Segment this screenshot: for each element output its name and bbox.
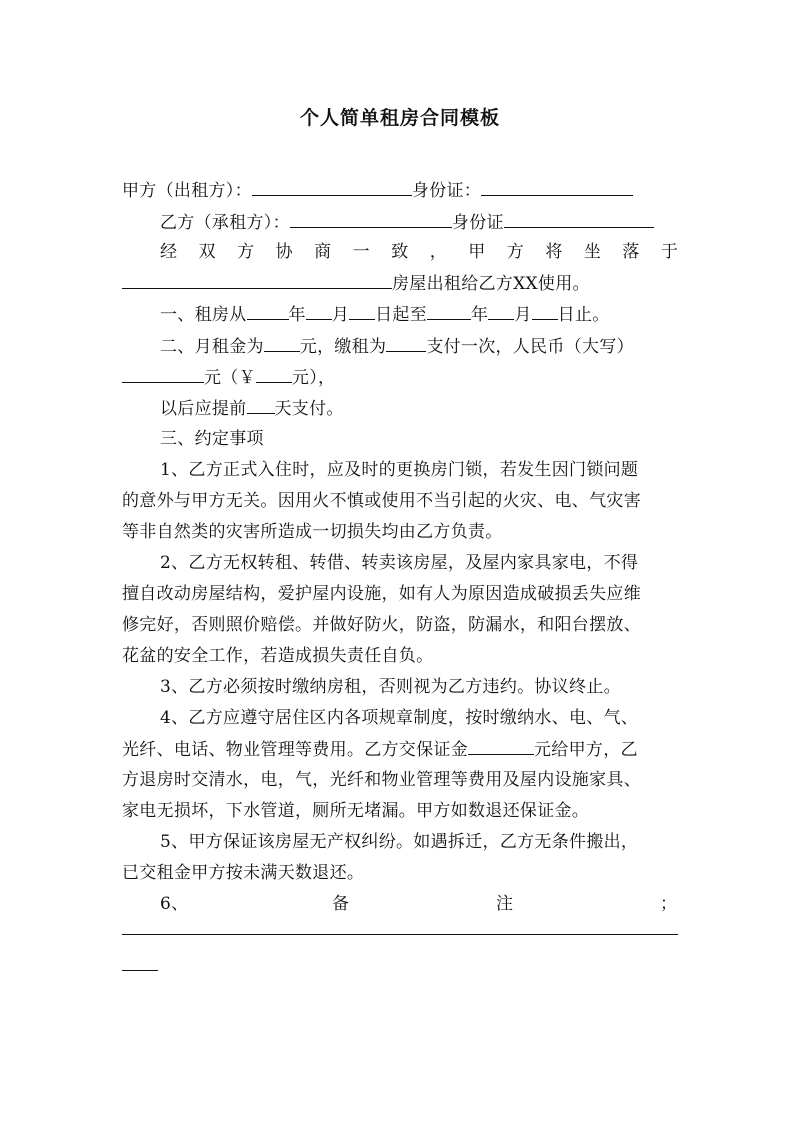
- intro-char: 双: [198, 242, 216, 262]
- rent-uppercase-label: 支付一次，人民币（大写）: [426, 337, 634, 357]
- advance-days-blank[interactable]: [247, 395, 275, 414]
- intro-char: 经: [160, 242, 177, 262]
- clause-2-line: 花盆的安全工作，若造成损失责任自负。: [122, 646, 434, 666]
- clause-4-text: 光纤、电话、物业管理等费用。乙方交保证金: [122, 740, 468, 760]
- remarks-end: ；: [660, 894, 678, 914]
- party-a-id-label: 身份证：: [411, 181, 482, 201]
- rent-cycle-blank[interactable]: [386, 333, 426, 352]
- intro-char: 方: [506, 242, 524, 262]
- document-title: 个人简单租房合同模板: [299, 107, 500, 129]
- advance-end: 天支付。: [274, 399, 344, 419]
- clause-5-line: 5、甲方保证该房屋无产权纠纷。如遇拆迁，乙方无条件搬出，: [160, 832, 639, 852]
- year-label: 年: [288, 305, 306, 325]
- term-end-label: 日止。: [557, 305, 610, 325]
- intro-char: 协: [275, 242, 293, 262]
- intro-suffix: 房屋出租给乙方XX使用。: [392, 274, 590, 294]
- remarks-number: 6、: [160, 894, 189, 914]
- term-label: 一、租房从: [160, 305, 247, 325]
- rent-cycle-label: 元，缴租为: [299, 337, 387, 357]
- remarks-char: 注: [496, 894, 514, 914]
- party-a-label: 甲方（出租方）：: [122, 181, 252, 201]
- rent-yen-end: 元），: [291, 368, 336, 388]
- clause-5-line: 已交租金甲方按未满天数退还。: [122, 863, 365, 883]
- party-b-id-blank[interactable]: [504, 209, 654, 228]
- intro-line: [160, 239, 678, 265]
- clause-4-line: 4、乙方应遵守居住区内各项规章制度，按时缴纳水、电、气、: [160, 708, 639, 728]
- intro-char: 致: [391, 242, 409, 262]
- remarks-blank-line-end[interactable]: [122, 970, 158, 971]
- clause-4-text: 元给甲方，乙: [534, 740, 638, 760]
- end-month-blank[interactable]: [488, 301, 514, 320]
- year-label: 年: [471, 305, 489, 325]
- party-b-line: [160, 209, 654, 235]
- term-to-label: 日起至: [375, 305, 428, 325]
- rent-yen-label: 元（￥: [204, 368, 256, 388]
- term-line: [160, 301, 610, 327]
- rent-yen-blank[interactable]: [256, 364, 292, 383]
- party-a-line: [122, 177, 633, 203]
- clause-2-line: 擅自改动房屋结构，爱护屋内设施，如有人为原因造成破损丢失应维: [122, 584, 641, 604]
- rent-amount-blank[interactable]: [264, 333, 300, 352]
- start-day-blank[interactable]: [349, 301, 375, 320]
- remarks-blank-line[interactable]: [122, 934, 678, 935]
- party-a-name-blank[interactable]: [252, 177, 412, 196]
- section-3-heading: 三、约定事项: [160, 429, 264, 449]
- clause-2-line: 修完好，否则照价赔偿。并做好防火，防盗，防漏水，和阳台摆放、: [122, 615, 641, 635]
- advance-line: [160, 395, 344, 421]
- intro-char: 落: [622, 242, 640, 262]
- intro-char: 一: [352, 242, 370, 262]
- deposit-amount-blank[interactable]: [468, 736, 534, 755]
- clause-1-line: 等非自然类的灾害所造成一切损失均由乙方负责。: [122, 522, 503, 542]
- clause-3-line: 3、乙方必须按时缴纳房租，否则视为乙方违约。协议终止。: [160, 677, 621, 697]
- advance-label: 以后应提前: [160, 399, 247, 419]
- party-b-name-blank[interactable]: [290, 209, 452, 228]
- rent-uppercase-blank[interactable]: [122, 364, 204, 383]
- month-label: 月: [514, 305, 532, 325]
- rent-line: [160, 333, 634, 359]
- intro-char: 将: [545, 242, 563, 262]
- clause-1-line: 1、乙方正式入住时，应及时的更换房门锁，若发生因门锁问题: [160, 460, 639, 480]
- intro-char: 坐: [583, 242, 601, 262]
- party-a-id-blank[interactable]: [481, 177, 633, 196]
- intro-char: 商: [314, 242, 332, 262]
- month-label: 月: [331, 305, 350, 325]
- party-b-label: 乙方（承租方）：: [160, 213, 290, 233]
- clause-4-line: 方退房时交清水，电，气，光纤和物业管理等费用及屋内设施家具、: [122, 770, 641, 790]
- start-year-blank[interactable]: [247, 301, 289, 320]
- rent-label: 二、月租金为: [160, 337, 264, 357]
- intro-char: 方: [237, 242, 255, 262]
- intro-line-2: [122, 270, 590, 296]
- end-year-blank[interactable]: [427, 301, 471, 320]
- intro-char: ，: [429, 242, 447, 262]
- intro-char: 甲: [468, 242, 486, 262]
- property-address-blank[interactable]: [122, 270, 392, 289]
- remarks-char: 备: [332, 894, 350, 914]
- clause-1-line: 的意外与甲方无关。因用火不慎或使用不当引起的火灾、电、气灾害: [122, 491, 641, 511]
- rent-line-2: [122, 364, 335, 390]
- party-b-id-label: 身份证: [451, 213, 504, 233]
- clause-4-line: [122, 736, 638, 762]
- start-month-blank[interactable]: [306, 301, 332, 320]
- end-day-blank[interactable]: [532, 301, 558, 320]
- clause-4-line: 家电无损坏，下水管道，厕所无堵漏。甲方如数退还保证金。: [122, 801, 590, 821]
- intro-char: 于: [660, 242, 678, 262]
- clause-2-line: 2、乙方无权转租、转借、转卖该房屋，及屋内家具家电，不得: [160, 553, 639, 573]
